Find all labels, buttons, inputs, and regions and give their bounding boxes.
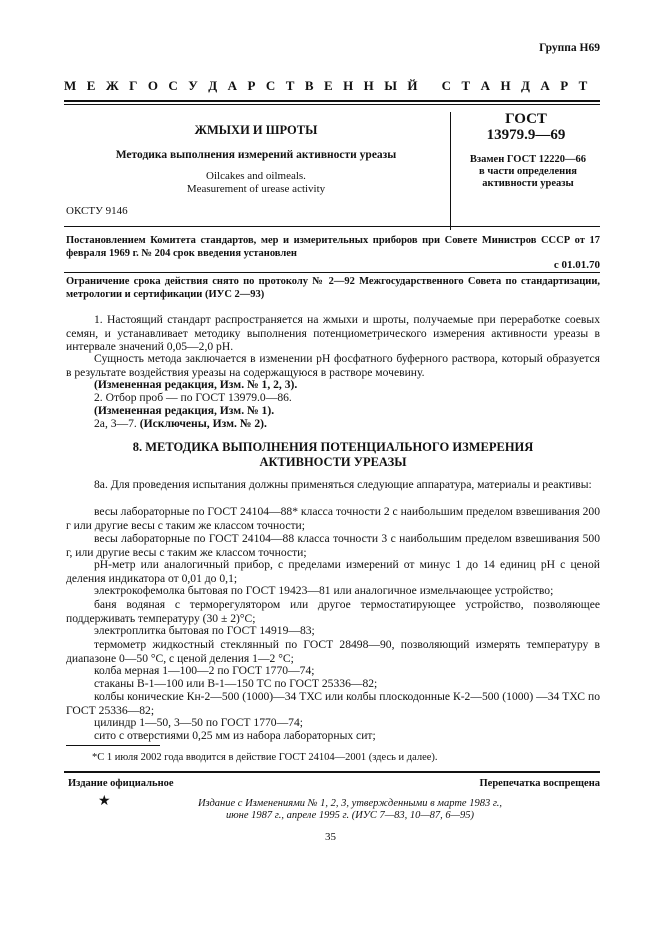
- intro-paragraph-2: Сущность метода заключается в изменении pH фосфатного буферного раствора, который образуется в результате воздействия уреазы на содержащуюся в растворе мочевину.: [66, 352, 600, 379]
- gost-label: ГОСТ: [505, 111, 547, 127]
- section-paragraph: весы лабораторные по ГОСТ 24104—88* класса точности 2 с наибольшим пределом взвешивания 200 г или другие весы с таким же классом точности;: [66, 505, 600, 532]
- section-paragraph: сито с отверстиями 0,25 мм из набора лабораторных сит;: [94, 729, 376, 742]
- document-title: ЖМЫХИ И ШРОТЫ: [194, 123, 318, 137]
- star-icon: ★: [98, 794, 111, 809]
- section-paragraph: весы лабораторные по ГОСТ 24104—88 класса точности 3 с наибольшим пределом взвешивания 500 г, или другие весы с таким же классом точности;: [66, 532, 600, 559]
- section-paragraph: баня водяная с терморегулятором или другое термостатирующее устройство, позволяющее поддерживать температуру (30 ± 2)°С;: [66, 598, 600, 625]
- header-rule-bottom: [64, 104, 600, 105]
- amendment-note-2: (Измененная редакция, Изм. № 1).: [94, 404, 275, 417]
- intro-paragraph-1: 1. Настоящий стандарт распространяется на жмыхи и шроты, получаемые при переработке соевых семян, и устанавливает методику выполнения потенциометрического измерения активности уреазы в интервале значений 0,05—2,0 pH.: [66, 313, 600, 354]
- footnote-text: *С 1 июля 2002 года вводится в действие ГОСТ 24104—2001 (здесь и далее).: [92, 752, 438, 763]
- section-paragraph: стаканы В-1—100 или В-1—150 ТС по ГОСТ 25336—82;: [94, 677, 378, 690]
- english-title-line-1: Oilcakes and oilmeals.: [206, 170, 306, 182]
- section-paragraph: pH-метр или аналогичный прибор, с пределами измерений от минус 1 до 14 единиц pH с ценой деления индикатора от 0,01 до 0,1;: [66, 558, 600, 585]
- official-edition-label: Издание официальное: [68, 778, 174, 789]
- section-paragraph: электроплитка бытовая по ГОСТ 14919—83;: [94, 624, 315, 637]
- gost-number: 13979.9—69: [486, 127, 566, 143]
- decree-text: Постановлением Комитета стандартов, мер и измерительных приборов при Совете Министров СССР от 17 февраля 1969 г. № 204 срок введения установлен: [66, 235, 600, 259]
- limitation-text: Ограничение срока действия снято по протоколу № 2—92 Межгосударственного Совета по стандартизации, метрологии и сертификации (ИУС 2—93): [66, 276, 600, 300]
- section-paragraph: термометр жидкостный стеклянный по ГОСТ 28498—90, позволяющий измерять температуру в диапазоне 0—50 °С, с ценой деления 1—2 °С;: [66, 638, 600, 665]
- section-paragraph: колба мерная 1—100—2 по ГОСТ 1770—74;: [94, 664, 315, 677]
- replaces-note: Взамен ГОСТ 12220—66 в части определения активности уреазы: [469, 154, 587, 190]
- intro-paragraph-sampling: 2. Отбор проб — по ГОСТ 13979.0—86.: [94, 391, 292, 404]
- amendment-note-1: (Измененная редакция, Изм. № 1, 2, 3).: [94, 378, 298, 391]
- method-subtitle: Методика выполнения измерений активности уреазы: [115, 149, 397, 161]
- page-number: 35: [325, 831, 336, 843]
- section-title-line-1: 8. МЕТОДИКА ВЫПОЛНЕНИЯ ПОТЕНЦИАЛЬНОГО ИЗМЕРЕНИЯ: [132, 440, 534, 454]
- oksty-code: ОКСТУ 9146: [66, 205, 128, 217]
- section-paragraph: цилиндр 1—50, 3—50 по ГОСТ 1770—74;: [94, 716, 303, 729]
- section-paragraph: 8а. Для проведения испытания должны применяться следующие аппаратура, материалы и реактивы:: [94, 478, 592, 491]
- group-code: Группа Н69: [539, 42, 600, 54]
- footnote-rule: [66, 745, 160, 746]
- header-rule-top: [64, 100, 600, 102]
- excluded-clauses: [66, 417, 600, 431]
- title-block-divider: [450, 112, 451, 230]
- section-paragraph: электрокофемолка бытовая по ГОСТ 19423—81 или аналогичное измельчающее устройство;: [94, 584, 554, 597]
- effective-date: с 01.01.70: [553, 259, 600, 271]
- standard-banner: М Е Ж Г О С У Д А Р С Т В Е Н Н Ы Й С Т А Н Д А Р Т: [64, 78, 591, 93]
- edition-note-line-1: Издание с Изменениями № 1, 2, 3, утвержденными в марте 1983 г.,: [197, 798, 503, 809]
- footer-rule: [64, 771, 600, 773]
- english-title-line-2: Measurement of urease activity: [186, 183, 326, 195]
- decree-rule: [64, 272, 600, 273]
- excluded-clauses-numbers: 2а, 3—7.: [94, 417, 137, 430]
- excluded-clauses-note: (Исключены, Изм. № 2).: [139, 417, 267, 430]
- edition-note-line-2: июне 1987 г., апреле 1995 г. (ИУС 7—83, 10—87, 6—95): [226, 810, 474, 821]
- section-paragraph: колбы конические Кн-2—500 (1000)—34 ТХС или колбы плоскодонные К-2—500 (1000) —34 ТХС по ГОСТ 25336—82;: [66, 690, 600, 717]
- reprint-prohibited-label: Перепечатка воспрещена: [479, 778, 600, 789]
- section-title-line-2: АКТИВНОСТИ УРЕАЗЫ: [259, 455, 407, 469]
- title-block-rule: [64, 226, 600, 227]
